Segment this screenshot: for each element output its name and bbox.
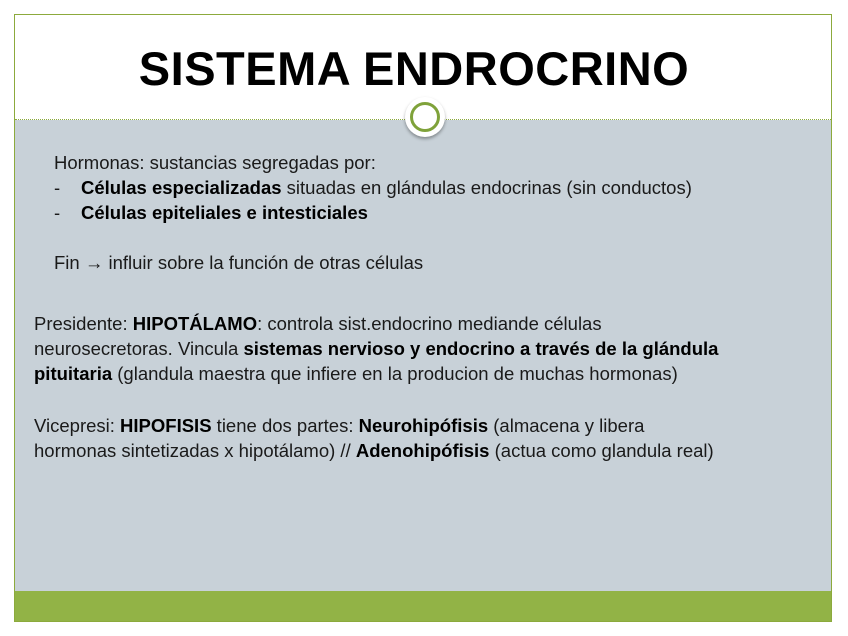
bullet-text: situadas en glándulas endocrinas (sin conductos) xyxy=(281,177,692,198)
bullet-bold: Células especializadas xyxy=(81,177,282,198)
vicepresi-line-1 xyxy=(34,413,829,438)
presidente-block xyxy=(34,311,829,386)
presidente-text: (glandula maestra que infiere en la producion de muchas hormonas) xyxy=(112,363,678,384)
bullet-dash: - xyxy=(54,202,61,223)
presidente-label: Presidente: xyxy=(34,313,133,334)
presidente-bold: pituitaria xyxy=(34,363,113,384)
vicepresi-label: Vicepresi: xyxy=(34,415,121,436)
vicepresi-text: (almacena y libera xyxy=(488,415,645,436)
vicepresi-text: tiene dos partes: xyxy=(211,415,359,436)
vicepresi-text: (actua como glandula real) xyxy=(489,440,714,461)
bullet-item-1 xyxy=(54,175,824,200)
bullet-item-2 xyxy=(54,200,824,225)
presidente-text: : controla sist.endocrino mediande células xyxy=(257,313,602,334)
bullet-dash: - xyxy=(54,177,61,198)
presidente-text: neurosecretoras. Vincula xyxy=(34,338,244,359)
arrow-right-icon: → xyxy=(84,252,104,273)
vicepresi-text: hormonas sintetizadas x hipotálamo) // xyxy=(34,440,356,461)
vicepresi-block xyxy=(34,413,829,463)
fin-line xyxy=(54,250,824,275)
intro-block xyxy=(54,150,824,275)
presidente-line-3 xyxy=(34,361,829,386)
intro-line: Hormonas: sustancias segregadas por: xyxy=(54,152,376,173)
bullet-bold: Células epiteliales e intesticiales xyxy=(81,202,368,223)
vicepresi-line-2 xyxy=(34,438,829,463)
presidente-line-1 xyxy=(34,311,829,336)
presidente-line-2 xyxy=(34,336,829,361)
footer-bar xyxy=(15,591,831,621)
adenohipofisis: Adenohipófisis xyxy=(355,440,490,461)
fin-text: influir sobre la función de otras células xyxy=(103,252,424,273)
circle-ornament-icon xyxy=(405,97,445,137)
neurohipofisis: Neurohipófisis xyxy=(358,415,489,436)
presidente-bold: sistemas nervioso y endocrino a través de la glándula xyxy=(243,338,719,359)
fin-label: Fin xyxy=(54,252,80,273)
presidente-name: HIPOTÁLAMO xyxy=(132,313,258,334)
vicepresi-name: HIPOFISIS xyxy=(120,415,212,436)
slide-title: SISTEMA ENDROCRINO xyxy=(138,42,690,95)
slide xyxy=(14,14,832,622)
